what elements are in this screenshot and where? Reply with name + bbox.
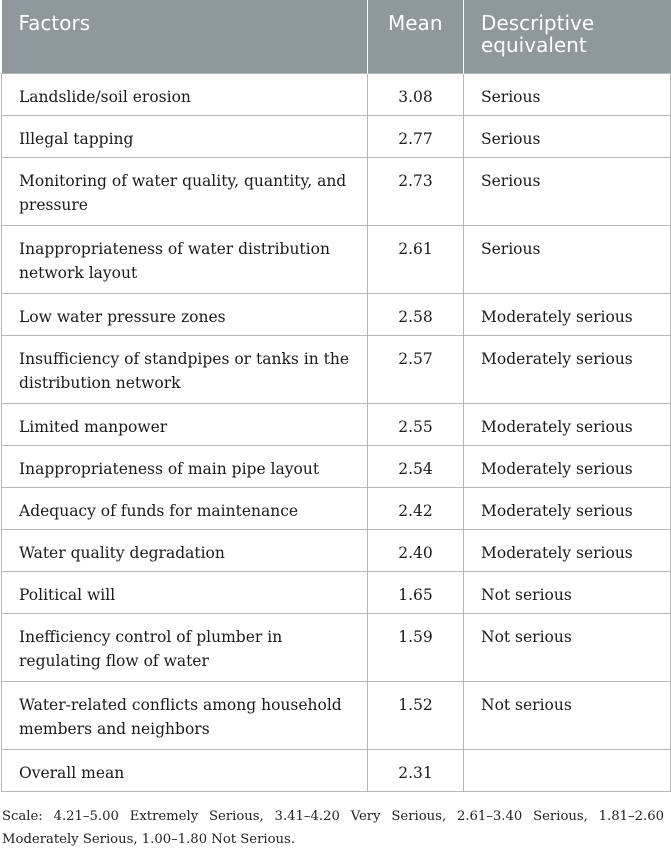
mean-cell: 1.59 — [368, 613, 464, 681]
table-row — [2, 335, 671, 403]
factor-cell: Insufficiency of standpipes or tanks in the distribution network — [2, 335, 368, 403]
mean-cell: 2.54 — [368, 445, 464, 487]
factor-cell: Inappropriateness of main pipe layout — [2, 445, 368, 487]
descriptive-cell: Not serious — [464, 681, 671, 749]
descriptive-cell: Moderately serious — [464, 445, 671, 487]
mean-cell: 2.31 — [368, 749, 464, 791]
mean-cell: 2.77 — [368, 115, 464, 157]
factor-cell: Water quality degradation — [2, 529, 368, 571]
mean-cell: 1.65 — [368, 571, 464, 613]
header-row — [2, 0, 671, 73]
mean-cell: 2.61 — [368, 225, 464, 293]
table-row — [2, 115, 671, 157]
mean-cell: 2.57 — [368, 335, 464, 403]
factor-cell: Monitoring of water quality, quantity, and pressure — [2, 157, 368, 225]
table-row — [2, 73, 671, 115]
factors-table — [1, 0, 671, 792]
factor-cell: Political will — [2, 571, 368, 613]
descriptive-cell: Serious — [464, 115, 671, 157]
table-row — [2, 681, 671, 749]
factor-cell: Inappropriateness of water distribution network layout — [2, 225, 368, 293]
table-row — [2, 571, 671, 613]
table-row — [2, 157, 671, 225]
mean-cell: 1.52 — [368, 681, 464, 749]
table-row — [2, 445, 671, 487]
descriptive-cell: Not serious — [464, 613, 671, 681]
factor-cell: Overall mean — [2, 749, 368, 791]
mean-cell: 2.55 — [368, 403, 464, 445]
scale-footnote: Scale: 4.21–5.00 Extremely Serious, 3.41–4.20 Very Serious, 2.61–3.40 Serious, 1.81–2.60 Moderately Serious, 1.00–1.80 Not Serious. — [2, 809, 664, 847]
mean-cell: 2.58 — [368, 293, 464, 335]
descriptive-cell: Serious — [464, 225, 671, 293]
overall-mean-row — [2, 749, 671, 791]
factor-cell: Illegal tapping — [2, 115, 368, 157]
factor-cell: Adequacy of funds for maintenance — [2, 487, 368, 529]
factor-cell: Limited manpower — [2, 403, 368, 445]
descriptive-cell: Moderately serious — [464, 403, 671, 445]
mean-cell: 2.73 — [368, 157, 464, 225]
table-body — [2, 73, 671, 791]
table-row — [2, 225, 671, 293]
descriptive-cell: Moderately serious — [464, 293, 671, 335]
factor-cell: Low water pressure zones — [2, 293, 368, 335]
table-row — [2, 403, 671, 445]
table-row — [2, 613, 671, 681]
header-mean: Mean — [368, 0, 464, 73]
table-row — [2, 293, 671, 335]
factor-cell: Landslide/soil erosion — [2, 73, 368, 115]
header-descriptive-equivalent: Descriptive equivalent — [464, 0, 671, 73]
table-header — [2, 0, 671, 73]
factor-cell: Inefficiency control of plumber in regulating flow of water — [2, 613, 368, 681]
mean-cell: 2.42 — [368, 487, 464, 529]
descriptive-cell: Moderately serious — [464, 487, 671, 529]
header-factors: Factors — [2, 0, 368, 73]
table-row — [2, 487, 671, 529]
mean-cell: 2.40 — [368, 529, 464, 571]
descriptive-cell — [464, 749, 671, 791]
descriptive-cell: Serious — [464, 73, 671, 115]
descriptive-cell: Moderately serious — [464, 529, 671, 571]
factor-cell: Water-related conflicts among household members and neighbors — [2, 681, 368, 749]
descriptive-cell: Serious — [464, 157, 671, 225]
descriptive-cell: Not serious — [464, 571, 671, 613]
mean-cell: 3.08 — [368, 73, 464, 115]
descriptive-cell: Moderately serious — [464, 335, 671, 403]
table-row — [2, 529, 671, 571]
